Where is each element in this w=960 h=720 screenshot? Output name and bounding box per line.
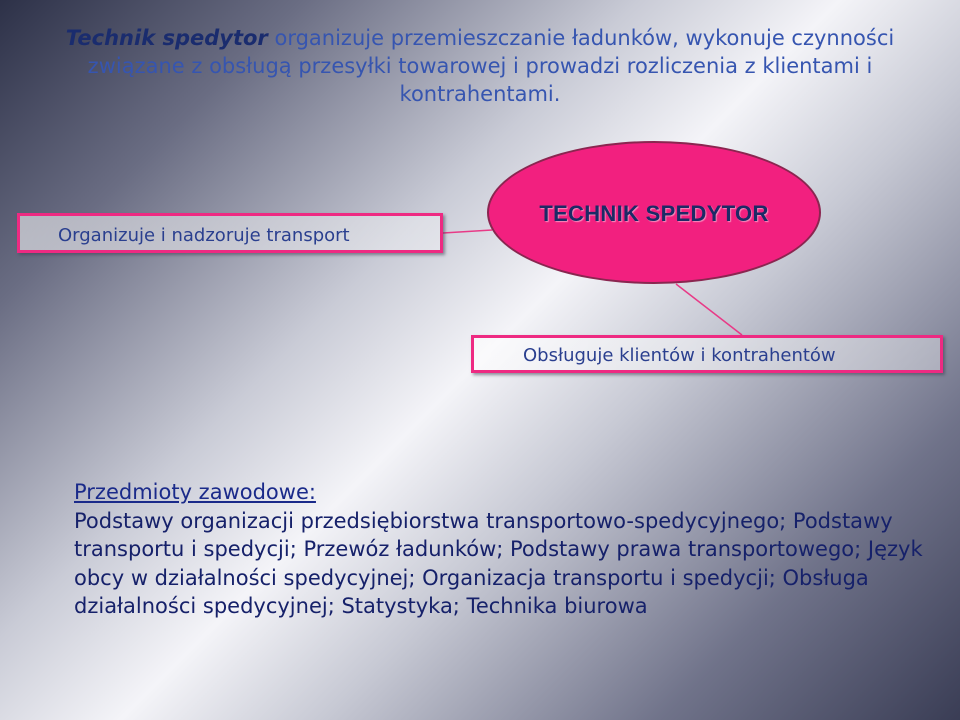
center-node	[487, 141, 821, 284]
node-obsluguje-label: Obsługuje klientów i kontrahentów	[523, 344, 836, 366]
node-organizuje	[17, 213, 443, 253]
intro-lead: Technik spedytor	[65, 26, 268, 50]
connector-right	[676, 284, 742, 335]
node-organizuje-label: Organizuje i nadzoruje transport	[58, 224, 350, 246]
intro-text: organizuje przemieszczanie ładunków, wykonuje czynności związane z obsługą przesyłki towarowej i prowadzi rozliczenia z klientami i kontrahentami.	[87, 26, 895, 106]
center-node-label: TECHNIK SPEDYTOR	[539, 201, 769, 226]
subjects-heading: Przedmioty zawodowe:	[74, 480, 316, 504]
connector-left	[443, 230, 492, 233]
subjects-list: Podstawy organizacji przedsiębiorstwa transportowo-spedycyjnego; Podstawy transportu i spedycji; Przewóz ładunków; Podstawy prawa transportowego; Język obcy w działalności spedycyjnej; Organizacja transportu i spedycji; Obsługa działalności spedycyjnej; Statystyka; Technika biurowa	[74, 508, 923, 619]
subjects-section	[74, 478, 934, 621]
node-obsluguje	[471, 335, 943, 373]
